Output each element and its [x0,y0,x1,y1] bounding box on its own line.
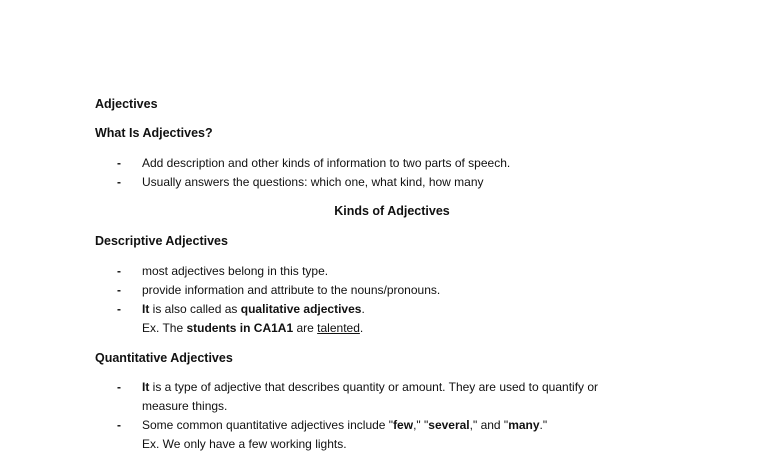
descriptive-item-3 [142,301,365,317]
example-subject: students in CA1A1 [186,321,294,335]
bullet-dash: - [117,156,121,170]
bullet-dash: - [117,380,121,394]
quantitative-item-3-partial: Ex. We only have a few working lights. [142,437,347,451]
descriptive-example [142,320,363,336]
example-period: . [359,321,364,335]
quantitative-item-2 [142,417,547,433]
sep-1: ," " [413,418,429,432]
word-few: few [393,418,414,432]
it-word: It [142,302,150,316]
descriptive-item-1: most adjectives belong in this type. [142,264,329,278]
word-several: several [428,418,470,432]
bullet-dash: - [117,418,121,432]
example-mid: are [293,321,318,335]
item3-text: is also called as [149,302,241,316]
example-prefix: Ex. The [142,321,187,335]
item1-line1: is a type of adjective that describes quantity or amount. They are used to quantify or [149,380,599,394]
kinds-heading: Kinds of Adjectives [334,204,450,218]
document-title: Adjectives [95,97,158,111]
it-word: It [142,380,150,394]
word-many: many [508,418,540,432]
bullet-dash: - [117,264,121,278]
quantitative-item-1 [142,379,598,395]
quantitative-item-1-cont: measure things. [142,399,228,413]
example-adjective: talented [317,321,360,335]
item2-text: Some common quantitative adjectives include " [142,418,394,432]
qualitative-term: qualitative adjectives [240,302,362,316]
what-item-1: Add description and other kinds of information to two parts of speech. [142,156,511,170]
bullet-dash: - [117,283,121,297]
descriptive-item-2: provide information and attribute to the nouns/pronouns. [142,283,441,297]
what-is-heading: What Is Adjectives? [95,126,213,140]
bullet-dash: - [117,302,121,316]
bullet-dash: - [117,175,121,189]
item2-end: ." [539,418,548,432]
item3-period: . [361,302,365,316]
sep-2: ," and " [469,418,509,432]
quantitative-heading: Quantitative Adjectives [95,351,233,365]
what-item-2: Usually answers the questions: which one, what kind, how many [142,175,484,189]
descriptive-heading: Descriptive Adjectives [95,234,228,248]
